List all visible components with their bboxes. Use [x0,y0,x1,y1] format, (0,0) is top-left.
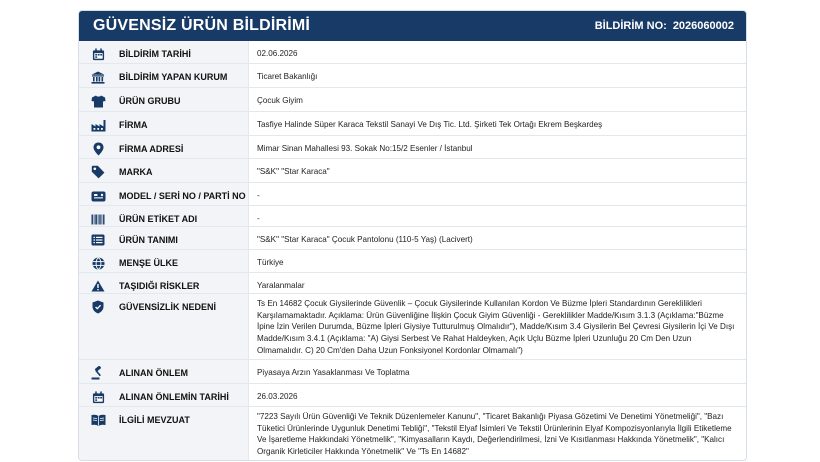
row-label: MENŞE ÜLKE [119,258,179,268]
row-company [79,111,746,135]
notification-number-label: BİLDİRİM NO: [594,20,667,32]
row-label: BİLDİRİM YAPAN KURUM [119,72,228,82]
shield-icon [89,300,107,314]
institution-icon [89,70,107,84]
row-label-cell [79,407,249,460]
notification-card [78,10,747,461]
row-product-label-name [79,205,746,226]
row-label: ÜRÜN GRUBU [119,96,181,106]
row-label: ÜRÜN ETİKET ADI [119,214,198,224]
row-value-cell [249,250,746,272]
row-label-cell [79,112,249,135]
row-value: 26.03.2026 [257,392,298,401]
row-product-group [79,87,746,111]
notification-header [79,11,746,41]
row-value: Tasfiye Halinde Süper Karaca Tekstil Sanayi Ve Dış Tic. Ltd. Şirketi Tek Ortağı Ekrem Beşkardeş [257,120,603,129]
row-label: GÜVENSİZLİK NEDENİ [119,302,217,312]
detail-table [79,41,746,460]
row-value: "S&K" "Star Karaca" [257,167,330,176]
row-label: TAŞIDIĞI RİSKLER [119,281,200,291]
row-model-serial-lot [79,182,746,205]
location-pin-icon [89,142,107,156]
row-value: "S&K" "Star Karaca" Çocuk Pantolonu (110-5 Yaş) (Lacivert) [257,235,473,244]
row-value-cell [249,384,746,406]
row-value: Türkiye [257,258,284,267]
row-value: Mimar Sinan Mahallesi 93. Sokak No:15/2 Esenler / İstanbul [257,144,473,153]
row-label-cell [79,384,249,406]
row-risks [79,272,746,293]
row-value-cell [249,136,746,158]
row-notification-date [79,41,746,63]
row-label-cell [79,273,249,293]
notification-number [595,20,734,32]
row-label-cell [79,159,249,182]
notification-number-value: 2026060002 [672,20,734,32]
row-label-cell [79,64,249,87]
row-label-cell [79,41,249,63]
shirt-icon [89,94,107,108]
row-label: BİLDİRİM TARİHİ [119,49,191,59]
row-label-cell [79,88,249,111]
row-value: Çocuk Giyim [257,96,303,105]
row-product-description [79,226,746,249]
row-label-cell [79,136,249,158]
row-country-of-origin [79,249,746,272]
row-value-cell [249,88,746,111]
row-label-cell [79,250,249,272]
row-label-cell [79,227,249,249]
row-value: Ticaret Bakanlığı [257,72,318,81]
row-value-cell [249,41,746,63]
row-value-cell [249,159,746,182]
tag-icon [89,165,107,179]
id-card-icon [89,189,107,203]
row-value-cell [249,227,746,249]
gavel-icon [89,366,107,380]
row-value-cell [249,407,746,460]
list-icon [89,233,107,247]
row-measure-taken [79,359,746,383]
row-label: FİRMA [119,120,148,130]
row-value: Piyasaya Arzın Yasaklanması Ve Toplatma [257,368,410,377]
row-label: ALINAN ÖNLEMİN TARİHİ [119,392,229,402]
row-reporting-institution [79,63,746,87]
row-label: MODEL / SERİ NO / PARTİ NO [119,191,246,201]
row-label-cell [79,206,249,226]
warning-icon [89,279,107,293]
row-label-cell [79,294,249,359]
row-value: "7223 Sayılı Ürün Güvenliği Ve Teknik Düzenlemeler Kanunu", "Ticaret Bakanlığı Piyasa Gözetimi Ve Denetimi Yönetmeliği", "Bazı Tüketici Ürünlerinde Uygunluk Denetimi Tebliği", "Tekstil Elyaf İsimleri Ve Tekstil Ürünlerinin Elyaf Kompozisyonlarıyla İlgili Etiketleme Ve İşaretleme Hakkındaki Yönetmelik", "Kimyasalların Kaydı, Değerlendirilmesi, İzni Ve Kısıtlanması Hakkında Yönetmelik", "Kalıcı Organik Kirleticiler Hakkında Yönetmelik" Ve "Ts En 14682" [257,412,732,457]
row-label: MARKA [119,167,153,177]
book-icon [89,413,107,427]
factory-icon [89,118,107,132]
calendar-icon [89,47,107,61]
row-related-legislation [79,406,746,460]
barcode-icon [89,212,107,226]
row-value-cell [249,360,746,383]
row-label: ÜRÜN TANIMI [119,235,178,245]
row-value: - [257,191,260,200]
row-label-cell [79,360,249,383]
row-value: 02.06.2026 [257,49,298,58]
row-value-cell [249,206,746,226]
calendar-icon [89,390,107,404]
row-value-cell [249,183,746,205]
globe-icon [89,256,107,270]
row-measure-date [79,383,746,406]
row-label: ALINAN ÖNLEM [119,368,188,378]
row-brand [79,158,746,182]
page-title: GÜVENSİZ ÜRÜN BİLDİRİMİ [93,17,311,34]
row-value-cell [249,64,746,87]
row-label: FİRMA ADRESİ [119,144,184,154]
row-company-address [79,135,746,158]
row-reason-for-non-safety [79,293,746,359]
row-label: İLGİLİ MEVZUAT [119,415,190,425]
row-value-cell [249,294,746,359]
row-label-cell [79,183,249,205]
row-value: Ts En 14682 Çocuk Giysilerinde Güvenlik – Çocuk Giysilerinde Kullanılan Kordon Ve Büzme İpleri Standardının Gereklilikleri Karşılamamaktadır. Açıklama: Ürün Güvenliğine İlişkin Çocuk Giyim Güvenliği - Gereklilikler Madde/Kısım 3.1.3 (Açıklama:"Büzme İpine İzin Verilen Durumda, Büzme İpleri Giysiye Tutturulmuş Olmalıdır"), Madde/Kısım 3.4 Giysilerin Bel Çevresi Giysilerin İçi Ve Dışı Madde/Kısım 3.4.1 (Açıklama: "A) Giysi Serbest Ve Rahat Haldeyken, Açık Uçlu Büzme İpleri Uzunluğu 20 Cm Den Uzun Olmamalıdır. C) 20 Cm'den Daha Uzun Fonksiyonel Kordonlar Olmamalı") [257,299,735,355]
row-value: - [257,214,260,223]
row-value-cell [249,273,746,293]
row-value-cell [249,112,746,135]
row-value: Yaralanmalar [257,281,305,290]
